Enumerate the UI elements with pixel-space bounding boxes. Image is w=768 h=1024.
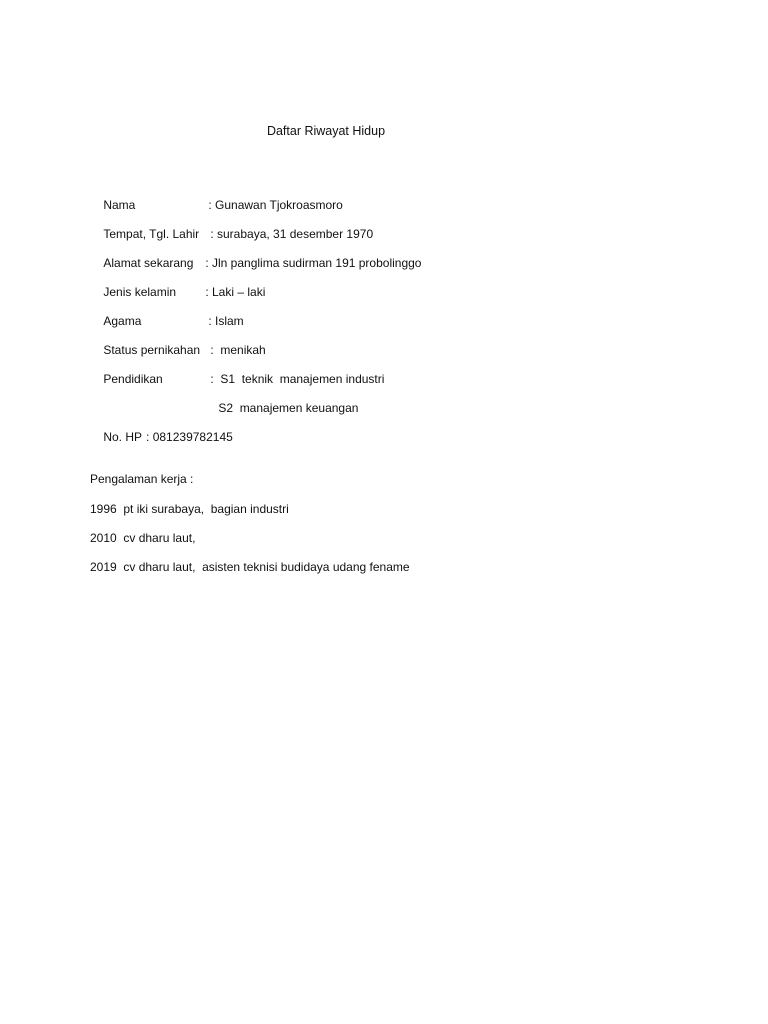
field-value: : S1 teknik manajemen industri (210, 372, 385, 386)
field-label: Tempat, Tgl. Lahir (103, 227, 200, 241)
field-label: Jenis kelamin (103, 285, 177, 299)
field-value: : surabaya, 31 desember 1970 (210, 227, 374, 241)
field-value: : 081239782145 (146, 430, 233, 444)
field-label: No. HP (103, 430, 143, 444)
field-value: : Islam (208, 314, 244, 328)
field-value: : menikah (210, 343, 266, 357)
experience-item: 1996 pt iki surabaya, bagian industri (90, 502, 289, 516)
experience-heading: Pengalaman kerja : (90, 472, 194, 486)
field-value: S2 manajemen keuangan (218, 401, 359, 415)
experience-item: 2019 cv dharu laut, asisten teknisi budidaya udang fename (90, 560, 410, 574)
field-value: : Jln panglima sudirman 191 probolinggo (205, 256, 422, 270)
document-title: Daftar Riwayat Hidup (266, 124, 386, 138)
experience-item: 2010 cv dharu laut, (90, 531, 196, 545)
field-value: : Gunawan Tjokroasmoro (208, 198, 343, 212)
field-label: Status pernikahan (103, 343, 201, 357)
field-label: Nama (103, 198, 136, 212)
field-label: Alamat sekarang (103, 256, 194, 270)
field-label: Pendidikan (103, 372, 163, 386)
field-no-hp (90, 413, 233, 461)
field-value: : Laki – laki (205, 285, 266, 299)
field-label: Agama (103, 314, 142, 328)
